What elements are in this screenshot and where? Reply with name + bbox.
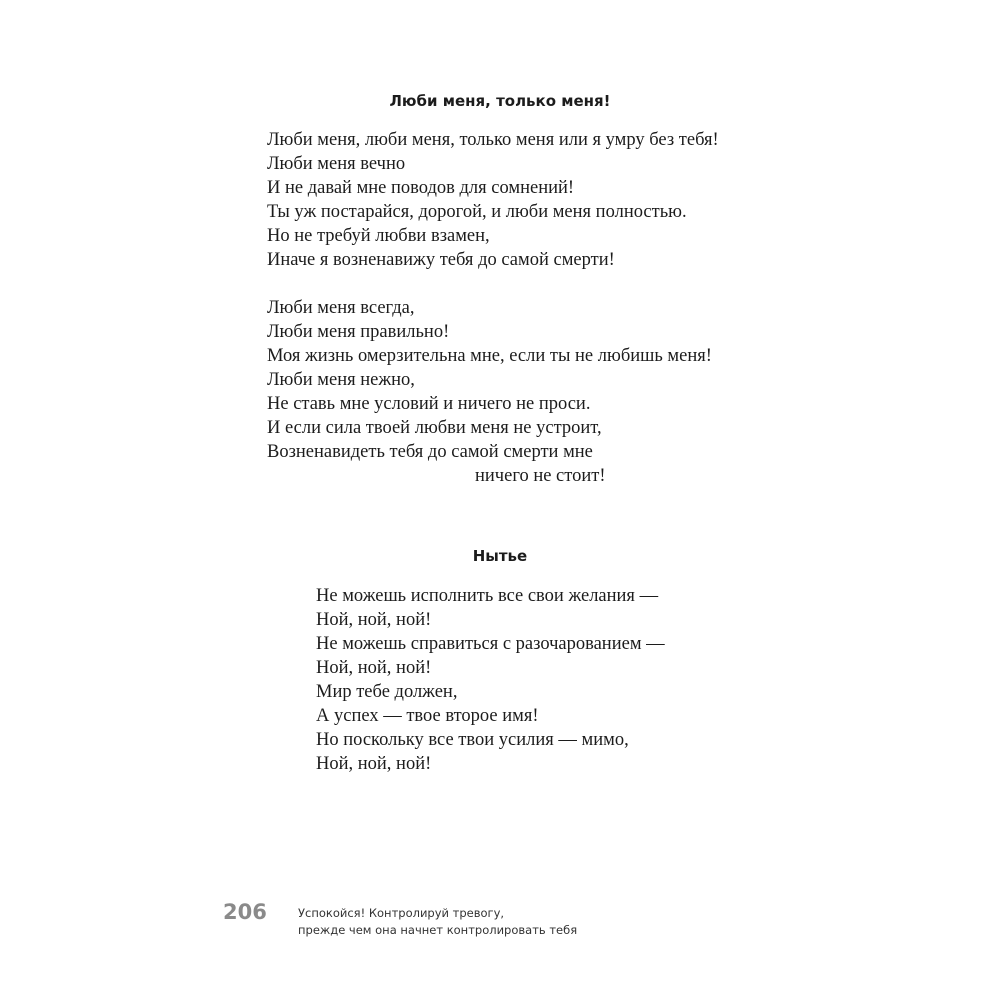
- poem-line-continuation: ничего не стоит!: [475, 466, 606, 486]
- poem-line: Но поскольку все твои усилия — мимо,: [316, 730, 629, 750]
- poem-line: Мир тебе должен,: [316, 682, 458, 702]
- poem-line: Люби меня нежно,: [267, 370, 415, 390]
- poem-line: Но не требуй любви взамен,: [267, 226, 490, 246]
- poem-line: Люби меня всегда,: [267, 298, 415, 318]
- poem-line: Не можешь справиться с разочарованием —: [316, 634, 665, 654]
- poem-line: Моя жизнь омерзительна мне, если ты не любишь меня!: [267, 346, 712, 366]
- poem-line: Ной, ной, ной!: [316, 610, 432, 630]
- poem-line: Не можешь исполнить все свои желания —: [316, 586, 659, 606]
- poem-title: Люби меня, только меня!: [389, 92, 611, 110]
- poem-line: Ной, ной, ной!: [316, 658, 432, 678]
- poem-body: [267, 128, 719, 488]
- book-title-line: прежде чем она начнет контролировать тебя: [298, 923, 578, 937]
- poem-title: Нытье: [472, 547, 528, 565]
- running-footer-book-title: [298, 905, 577, 939]
- poem-line: Люби меня вечно: [267, 154, 406, 174]
- poem-line: Возненавидеть тебя до самой смерти мне: [267, 442, 593, 462]
- poem-line: Иначе я возненавижу тебя до самой смерти!: [267, 250, 615, 270]
- book-title-line: Успокойся! Контролируй тревогу,: [298, 906, 505, 920]
- poem-line: Люби меня, люби меня, только меня или я умру без тебя!: [267, 130, 719, 150]
- poem-line: И если сила твоей любви меня не устроит,: [267, 418, 602, 438]
- poem-line: Ты уж постарайся, дорогой, и люби меня полностью.: [267, 202, 687, 222]
- page-number: 206: [223, 900, 267, 924]
- poem-line: И не давай мне поводов для сомнений!: [267, 178, 575, 198]
- poem-body: [316, 584, 665, 776]
- poem-line: А успех — твое второе имя!: [316, 706, 539, 726]
- poem-line: Не ставь мне условий и ничего не проси.: [267, 394, 591, 414]
- poem-line: Люби меня правильно!: [267, 322, 450, 342]
- stanza-break: [267, 272, 719, 296]
- poem-line: Ной, ной, ной!: [316, 754, 432, 774]
